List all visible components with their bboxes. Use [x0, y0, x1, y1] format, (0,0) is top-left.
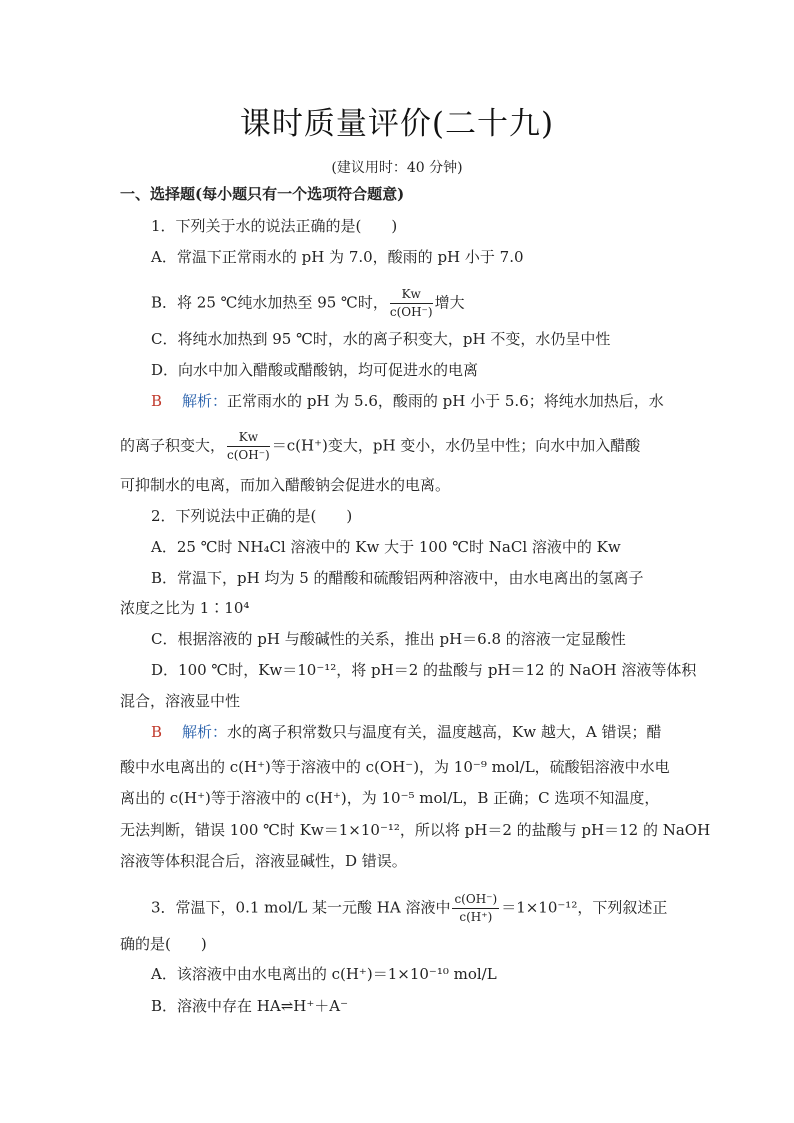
q2-option-c: C．根据溶液的 pH 与酸碱性的关系，推出 pH＝6.8 的溶液一定显酸性 — [151, 630, 626, 648]
q2-option-b-line-1: B．常温下，pH 均为 5 的醋酸和硫酸铝两种溶液中，由水电离出的氢离子 — [151, 569, 644, 587]
q2-option-b-line-2: 浓度之比为 1∶10⁴ — [120, 599, 250, 617]
time-suggestion: (建议用时：40 分钟) — [331, 160, 463, 176]
q1-option-b: B．将 25 ℃纯水加热至 95 ℃时， $\frac{Kw}{c(OH^-)}$ 增大 — [151, 287, 465, 319]
section-heading: 一、选择题(每小题只有一个选项符合题意) — [120, 185, 405, 203]
q3-stem-line-1: 3．常温下，0.1 mol/L 某一元酸 HA 溶液中 $\frac{c(OH^-)}{c(H^+)}$ ＝1×10⁻¹²，下列叙述正 — [151, 892, 668, 924]
q1-explanation-line-3: 可抑制水的电离，而加入醋酸钠会促进水的电离。 — [120, 476, 451, 494]
q3-option-a: A．该溶液中由水电离出的 c(H⁺)＝1×10⁻¹⁰ mol/L — [151, 965, 497, 983]
q2-explanation-line-5: 溶液等体积混合后，溶液显碱性，D 错误。 — [120, 852, 407, 870]
q1-analysis-label: 解析： — [182, 392, 228, 410]
q2-option-a: A．25 ℃时 NH₄Cl 溶液中的 Kw 大于 100 ℃时 NaCl 溶液中的 Kw — [151, 538, 621, 556]
q1-option-c: C．将纯水加热到 95 ℃时，水的离子积变大，pH 不变，水仍呈中性 — [151, 330, 611, 348]
q1-stem: 1．下列关于水的说法正确的是( ) — [151, 217, 398, 235]
q1-option-a: A．常温下正常雨水的 pH 为 7.0，酸雨的 pH 小于 7.0 — [151, 248, 524, 266]
q1-explanation-line-1: B 解析：正常雨水的 pH 为 5.6，酸雨的 pH 小于 5.6；将纯水加热后，水 — [151, 392, 664, 410]
q3-stem-line-2: 确的是( ) — [120, 935, 207, 953]
q1-answer: B — [151, 392, 163, 410]
q1-explanation-line-2: 的离子积变大， $\frac{Kw}{c(OH^-)}$ ＝c(H⁺)变大，pH 变小，水仍呈中性；向水中加入醋酸 — [120, 430, 641, 462]
q1-explanation-fraction: $\frac{Kw}{c(OH^-)}$ — [227, 430, 270, 462]
q2-analysis-label: 解析： — [182, 723, 228, 741]
page-title: 课时质量评价(二十九) — [239, 106, 555, 142]
q2-explanation-line-3: 离出的 c(H⁺)等于溶液中的 c(H⁺)，为 10⁻⁵ mol/L，B 正确；C 选项不知温度， — [120, 789, 660, 807]
q2-explanation-line-2: 酸中水电离出的 c(H⁺)等于溶液中的 c(OH⁻)，为 10⁻⁹ mol/L，硫酸铝溶液中水电 — [120, 758, 670, 776]
q2-explanation-line-1: B 解析：水的离子积常数只与温度有关，温度越高，Kw 越大，A 错误；醋 — [151, 723, 662, 741]
q1-option-d: D．向水中加入醋酸或醋酸钠，均可促进水的电离 — [151, 361, 479, 379]
q1-option-b-fraction: $\frac{Kw}{c(OH^-)}$ — [389, 287, 433, 319]
q3-stem-fraction: $\frac{c(OH^-)}{c(H^+)}$ — [454, 892, 498, 924]
q2-stem: 2．下列说法中正确的是( ) — [151, 507, 353, 525]
q2-option-d-line-2: 混合，溶液显中性 — [120, 692, 241, 710]
q2-explanation-line-4: 无法判断，错误 100 ℃时 Kw＝1×10⁻¹²，所以将 pH＝2 的盐酸与 pH＝12 的 NaOH — [120, 821, 711, 839]
q2-option-d-line-1: D．100 ℃时，Kw＝10⁻¹²，将 pH＝2 的盐酸与 pH＝12 的 NaOH 溶液等体积 — [151, 661, 697, 679]
q3-option-b: B．溶液中存在 HA⇌H⁺＋A⁻ — [151, 997, 349, 1015]
q2-answer: B — [151, 723, 163, 741]
